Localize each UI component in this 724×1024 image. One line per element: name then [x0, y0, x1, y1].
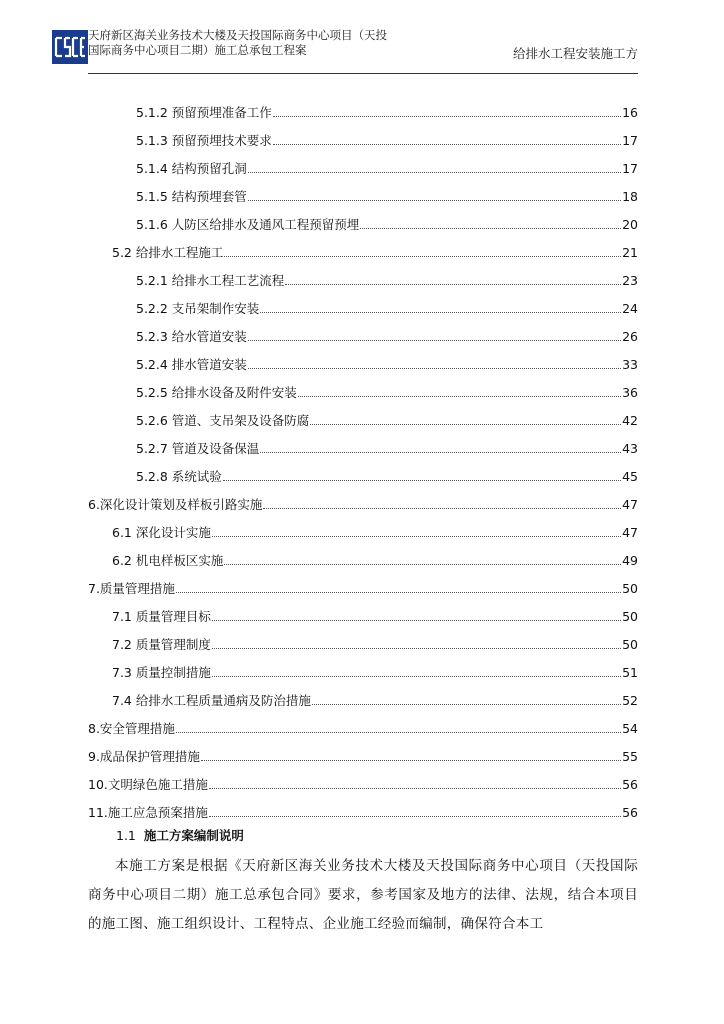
toc-entry-page: 50 — [622, 609, 638, 624]
toc-entry-page: 47 — [622, 525, 638, 540]
toc-entry-label: 6.2 机电样板区实施 — [112, 553, 224, 568]
toc-entry[interactable] — [88, 709, 638, 737]
toc-leader-dots — [248, 172, 621, 173]
toc-entry-label: 5.2.5 给排水设备及附件安装 — [136, 385, 297, 400]
header-divider — [88, 73, 638, 74]
toc-entry[interactable] — [88, 485, 638, 513]
toc-entry-page: 33 — [622, 357, 638, 372]
toc-entry-label: 5.2.6 管道、支吊架及设备防腐 — [136, 413, 310, 428]
toc-entry-page: 17 — [622, 133, 638, 148]
toc-leader-dots — [260, 312, 621, 313]
toc-entry[interactable] — [88, 261, 638, 289]
toc-entry-label: 5.1.4 结构预留孔洞 — [136, 161, 247, 176]
toc-leader-dots — [209, 788, 621, 789]
toc-leader-dots — [248, 340, 621, 341]
toc-entry-page: 56 — [622, 777, 638, 792]
toc-leader-dots — [224, 564, 621, 565]
toc-entry-page: 56 — [622, 805, 638, 820]
toc-entry-label: 5.1.6 人防区给排水及通风工程预留预埋 — [136, 217, 360, 232]
toc-leader-dots — [176, 592, 621, 593]
section-title: 施工方案编制说明 — [143, 828, 244, 843]
toc-entry[interactable] — [88, 737, 638, 765]
toc-entry[interactable] — [88, 597, 638, 625]
toc-leader-dots — [260, 452, 621, 453]
toc-entry-page: 54 — [622, 721, 638, 736]
toc-entry[interactable] — [88, 513, 638, 541]
cscec-logo-icon — [53, 32, 87, 62]
toc-entry-label: 5.1.5 结构预埋套管 — [136, 189, 247, 204]
toc-leader-dots — [248, 200, 621, 201]
toc-entry-page: 21 — [622, 245, 638, 260]
toc-leader-dots — [212, 676, 621, 677]
toc-entry[interactable] — [88, 177, 638, 205]
toc-entry[interactable] — [88, 653, 638, 681]
toc-leader-dots — [248, 368, 621, 369]
toc-entry-label: 7.3 质量控制措施 — [112, 665, 211, 680]
toc-entry-page: 55 — [622, 749, 638, 764]
table-of-contents — [88, 93, 638, 821]
company-logo — [52, 30, 88, 64]
toc-entry-label: 5.2.7 管道及设备保温 — [136, 441, 260, 456]
toc-entry[interactable] — [88, 569, 638, 597]
toc-leader-dots — [312, 704, 621, 705]
toc-entry[interactable] — [88, 457, 638, 485]
toc-leader-dots — [273, 144, 621, 145]
toc-entry[interactable] — [88, 681, 638, 709]
toc-entry-page: 50 — [622, 581, 638, 596]
toc-entry-label: 5.2.2 支吊架制作安装 — [136, 301, 260, 316]
toc-leader-dots — [298, 396, 621, 397]
header-project-title: 天府新区海关业务技术大楼及天投国际商务中心项目（天投国际商务中心项目二期）施工总承包工程案 — [88, 28, 387, 57]
page-header — [52, 28, 638, 74]
toc-leader-dots — [224, 256, 621, 257]
toc-leader-dots — [223, 480, 621, 481]
toc-entry-label: 5.1.3 预留预埋技术要求 — [136, 133, 272, 148]
toc-entry[interactable] — [88, 625, 638, 653]
toc-entry-page: 43 — [622, 441, 638, 456]
toc-entry[interactable] — [88, 765, 638, 793]
toc-entry-page: 23 — [622, 273, 638, 288]
toc-entry[interactable] — [88, 793, 638, 821]
toc-entry[interactable] — [88, 401, 638, 429]
toc-leader-dots — [212, 648, 621, 649]
toc-entry-page: 52 — [622, 693, 638, 708]
toc-leader-dots — [263, 508, 621, 509]
body-paragraph: 本施工方案是根据《天府新区海关业务技术大楼及天投国际商务中心项目（天投国际商务中心项目二期）施工总承包合同》要求，参考国家及地方的法律、法规，结合本项目的施工图、施工组织设计、工程特点、企业施工经验而编制，确保符合本工 — [88, 858, 638, 932]
toc-leader-dots — [310, 424, 621, 425]
toc-entry-page: 26 — [622, 329, 638, 344]
toc-entry[interactable] — [88, 121, 638, 149]
toc-entry-page: 18 — [622, 189, 638, 204]
toc-entry-page: 50 — [622, 637, 638, 652]
toc-entry[interactable] — [88, 345, 638, 373]
toc-entry-label: 10.文明绿色施工措施 — [88, 777, 208, 792]
toc-leader-dots — [201, 760, 621, 761]
toc-entry[interactable] — [88, 233, 638, 261]
toc-entry-page: 49 — [622, 553, 638, 568]
toc-entry-label: 8.安全管理措施 — [88, 721, 175, 736]
toc-entry-page: 16 — [622, 105, 638, 120]
toc-entry[interactable] — [88, 149, 638, 177]
toc-entry-label: 11.施工应急预案措施 — [88, 805, 208, 820]
toc-entry-page: 17 — [622, 161, 638, 176]
toc-leader-dots — [209, 816, 621, 817]
toc-entry[interactable] — [88, 429, 638, 457]
toc-entry-page: 24 — [622, 301, 638, 316]
toc-entry[interactable] — [88, 93, 638, 121]
section-heading — [116, 826, 244, 844]
toc-entry-label: 5.1.2 预留预埋准备工作 — [136, 105, 272, 120]
toc-entry-label: 5.2 给排水工程施工 — [112, 245, 224, 260]
toc-entry-label: 7.1 质量管理目标 — [112, 609, 211, 624]
toc-entry-label: 5.2.1 给排水工程工艺流程 — [136, 273, 285, 288]
toc-leader-dots — [176, 732, 621, 733]
toc-entry-label: 7.2 质量管理制度 — [112, 637, 211, 652]
header-document-title: 给排水工程安装施工方 — [512, 46, 638, 61]
toc-leader-dots — [285, 284, 621, 285]
toc-entry[interactable] — [88, 317, 638, 345]
toc-entry-label: 7.质量管理措施 — [88, 581, 175, 596]
toc-entry-page: 20 — [622, 217, 638, 232]
toc-entry-label: 5.2.3 给水管道安装 — [136, 329, 247, 344]
section-number: 1.1 — [116, 828, 136, 843]
toc-entry-page: 47 — [622, 497, 638, 512]
toc-entry-label: 5.2.8 系统试验 — [136, 469, 222, 484]
toc-entry-page: 42 — [622, 413, 638, 428]
toc-entry-label: 6.深化设计策划及样板引路实施 — [88, 497, 263, 512]
toc-entry-label: 7.4 给排水工程质量通病及防治措施 — [112, 693, 311, 708]
toc-entry[interactable] — [88, 373, 638, 401]
toc-entry-page: 45 — [622, 469, 638, 484]
toc-leader-dots — [360, 228, 621, 229]
toc-entry[interactable] — [88, 205, 638, 233]
toc-entry-label: 9.成品保护管理措施 — [88, 749, 200, 764]
toc-entry-label: 5.2.4 排水管道安装 — [136, 357, 247, 372]
toc-entry-page: 51 — [622, 665, 638, 680]
toc-entry-page: 36 — [622, 385, 638, 400]
toc-leader-dots — [212, 620, 621, 621]
toc-leader-dots — [212, 536, 621, 537]
toc-entry[interactable] — [88, 541, 638, 569]
toc-leader-dots — [273, 116, 621, 117]
toc-entry[interactable] — [88, 289, 638, 317]
toc-entry-label: 6.1 深化设计实施 — [112, 525, 211, 540]
